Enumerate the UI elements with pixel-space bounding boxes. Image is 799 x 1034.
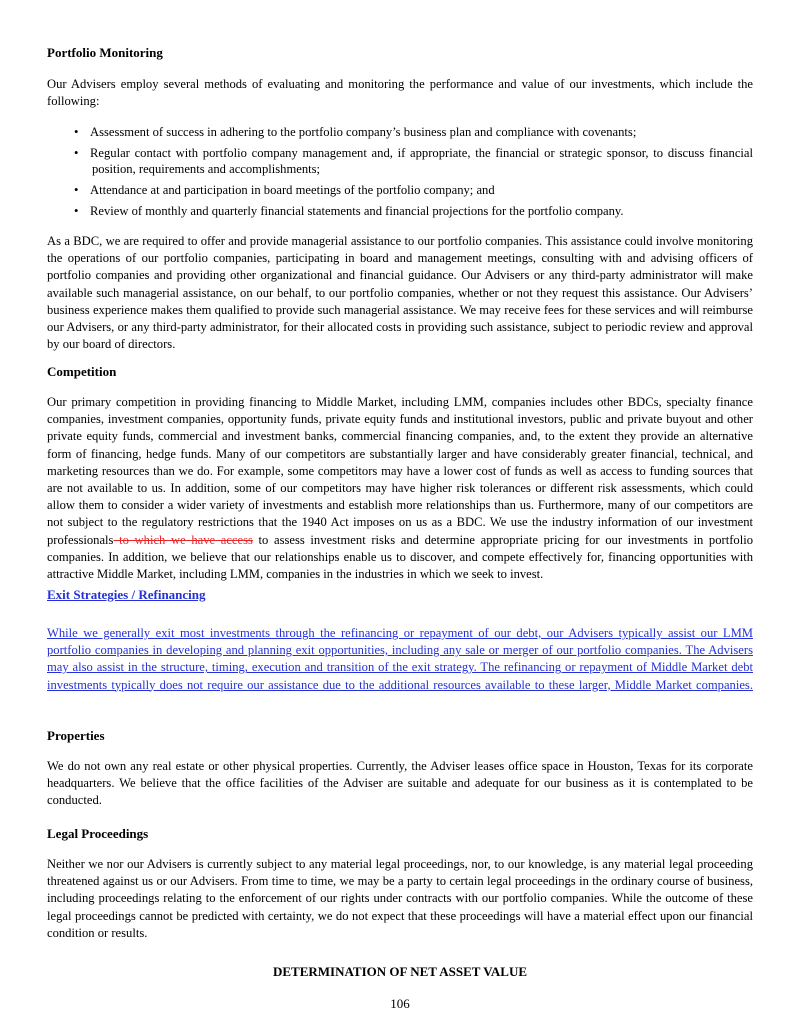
text-line: private equity funds, commercial and investment banks, commercial financing companies, and, to the extent they provide an alternative (47, 429, 753, 444)
text-line: Our primary competition in providing financing to Middle Market, including LMM, companies includes other BDCs, specialty finance (47, 395, 753, 409)
list-item (74, 145, 753, 177)
text-line: available such managerial assistance, on our behalf, to our portfolio companies, whether or not they request this assistance. Our Advisers’ (47, 285, 753, 300)
text-line: condition or results. (47, 925, 148, 940)
heading-legal-proceedings: Legal Proceedings (47, 826, 149, 841)
competition-paragraph (47, 394, 753, 583)
managerial-assistance-paragraph (47, 233, 753, 353)
heading-properties: Properties (47, 728, 105, 743)
text-line: Our Advisers employ several methods of evaluating and monitoring the performance and value of our investments, which include the (47, 77, 753, 91)
page-number: 106 (390, 996, 410, 1011)
deleted-text: to which we have access (113, 532, 253, 547)
heading-exit-strategies: Exit Strategies / Refinancing (47, 587, 206, 602)
inserted-text-line: While we generally exit most investments through the refinancing or repayment of our debt, our Advisers typically assist our LMM (47, 626, 753, 640)
exit-strategies-paragraph (47, 625, 753, 694)
text-line: following: (47, 94, 100, 109)
list-item-text: Assessment of success in adhering to the portfolio company’s business plan and compliance with covenants; (90, 125, 637, 139)
list-item (74, 203, 753, 219)
text-line: attractive Middle Market, including LMM, companies in the industries in which we seek to invest. (47, 566, 544, 581)
text-line: companies. In addition, we believe that our relationships enable us to discover, and compete effectively for, financing opportunities with (47, 549, 753, 564)
text-line: the operations of our portfolio companies, participating in board and management meetings, consulting with and advising officers of (47, 251, 753, 266)
portfolio-monitoring-intro (47, 76, 753, 110)
list-item-text: Review of monthly and quarterly financial statements and financial projections for the portfolio company. (90, 204, 624, 218)
text-line: As a BDC, we are required to offer and provide managerial assistance to our portfolio companies. This assistance could involve monitoring (47, 234, 753, 248)
list-item (74, 124, 753, 140)
text-line: allow them to consider a wider variety of investments and establish more relationships than us. Furthermore, many of our competitors are (47, 498, 753, 513)
text-line: portfolio companies and providing other organizational and financial guidance. Our Advisers or any third-party administrator will make (47, 268, 753, 283)
text-line: threatened against us or our Advisers. From time to time, we may be a party to certain legal proceedings in the ordinary course of business, (47, 874, 753, 889)
text-line: headquarters. We believe that the office facilities of the Adviser are suitable and adequate for our business as it is contemplated to be (47, 776, 753, 791)
inserted-text-line: may also assist in the structure, timing, execution and transition of the exit strategy. The refinancing or repayment of Middle Market debt (47, 660, 753, 675)
text-line: companies, investment companies, opportunity funds, private equity funds and institutional investors, public and private buyout and other (47, 412, 753, 427)
text-line: conducted. (47, 793, 102, 808)
text-line: form of financing, hedge funds. Many of our competitors are substantially larger and have considerably greater financial, technical, and (47, 446, 753, 461)
list-item-text: Attendance at and participation in board meetings of the portfolio company; and (90, 183, 495, 197)
bullet-icon: • (74, 183, 79, 197)
text-line: not subject to the regulatory restrictions that the 1940 Act imposes on us as a BDC. We use the industry information of our investment (47, 515, 753, 530)
heading-portfolio-monitoring: Portfolio Monitoring (47, 45, 163, 60)
text-line: including proceedings relating to the enforcement of our rights under contracts with our portfolio companies. While the outcome of these (47, 891, 753, 906)
text-line-with-deletion (47, 532, 753, 549)
inserted-text-line: investments typically does not require our assistance due to the additional resources available to these larger, Middle Market companies. (47, 677, 753, 692)
bullet-icon: • (74, 146, 79, 160)
text-line: business experience makes them qualified to provide such managerial assistance. We may receive fees for these services and will reimburse (47, 302, 753, 317)
text-line: our Advisers, or any third-party administrator, for their allocated costs in providing such assistance, subject to periodic review and approval (47, 319, 753, 334)
list-item-text: Regular contact with portfolio company management and, if appropriate, the financial or strategic sponsor, to discuss financial (90, 146, 753, 160)
inserted-text-line: portfolio companies in developing and planning exit opportunities, including any sale or merger of our portfolio companies. The Advisers (47, 643, 753, 658)
text-line: We do not own any real estate or other physical properties. Currently, the Adviser leases office space in Houston, Texas for its corporate (47, 759, 753, 773)
text-line: legal proceedings cannot be predicted with certainty, we do not expect that these proceedings will have a material effect upon our financial (47, 908, 753, 923)
properties-paragraph (47, 758, 753, 810)
text-line: Neither we nor our Advisers is currently subject to any material legal proceedings, nor, to our knowledge, is any material legal proceeding (47, 857, 753, 871)
list-item (74, 182, 753, 198)
text-line: by our board of directors. (47, 337, 176, 352)
list-item-text: position, requirements and accomplishments; (92, 162, 321, 176)
text-segment: professionals (47, 532, 114, 547)
text-line: are not available to us. In addition, some of our competitors may have higher risk tolerances or different risk assessments, which could (47, 480, 753, 495)
text-line: marketing resources than we do. For example, some competitors may have a lower cost of funds as well as access to funding sources that (47, 463, 753, 478)
next-section-title: DETERMINATION OF NET ASSET VALUE (272, 964, 528, 979)
heading-competition: Competition (47, 364, 117, 379)
legal-proceedings-paragraph (47, 856, 753, 942)
text-segment: to assess investment risks and determine appropriate pricing for our investments in portfolio (252, 532, 754, 547)
bullet-icon: • (74, 204, 79, 218)
bullet-icon: • (74, 125, 79, 139)
